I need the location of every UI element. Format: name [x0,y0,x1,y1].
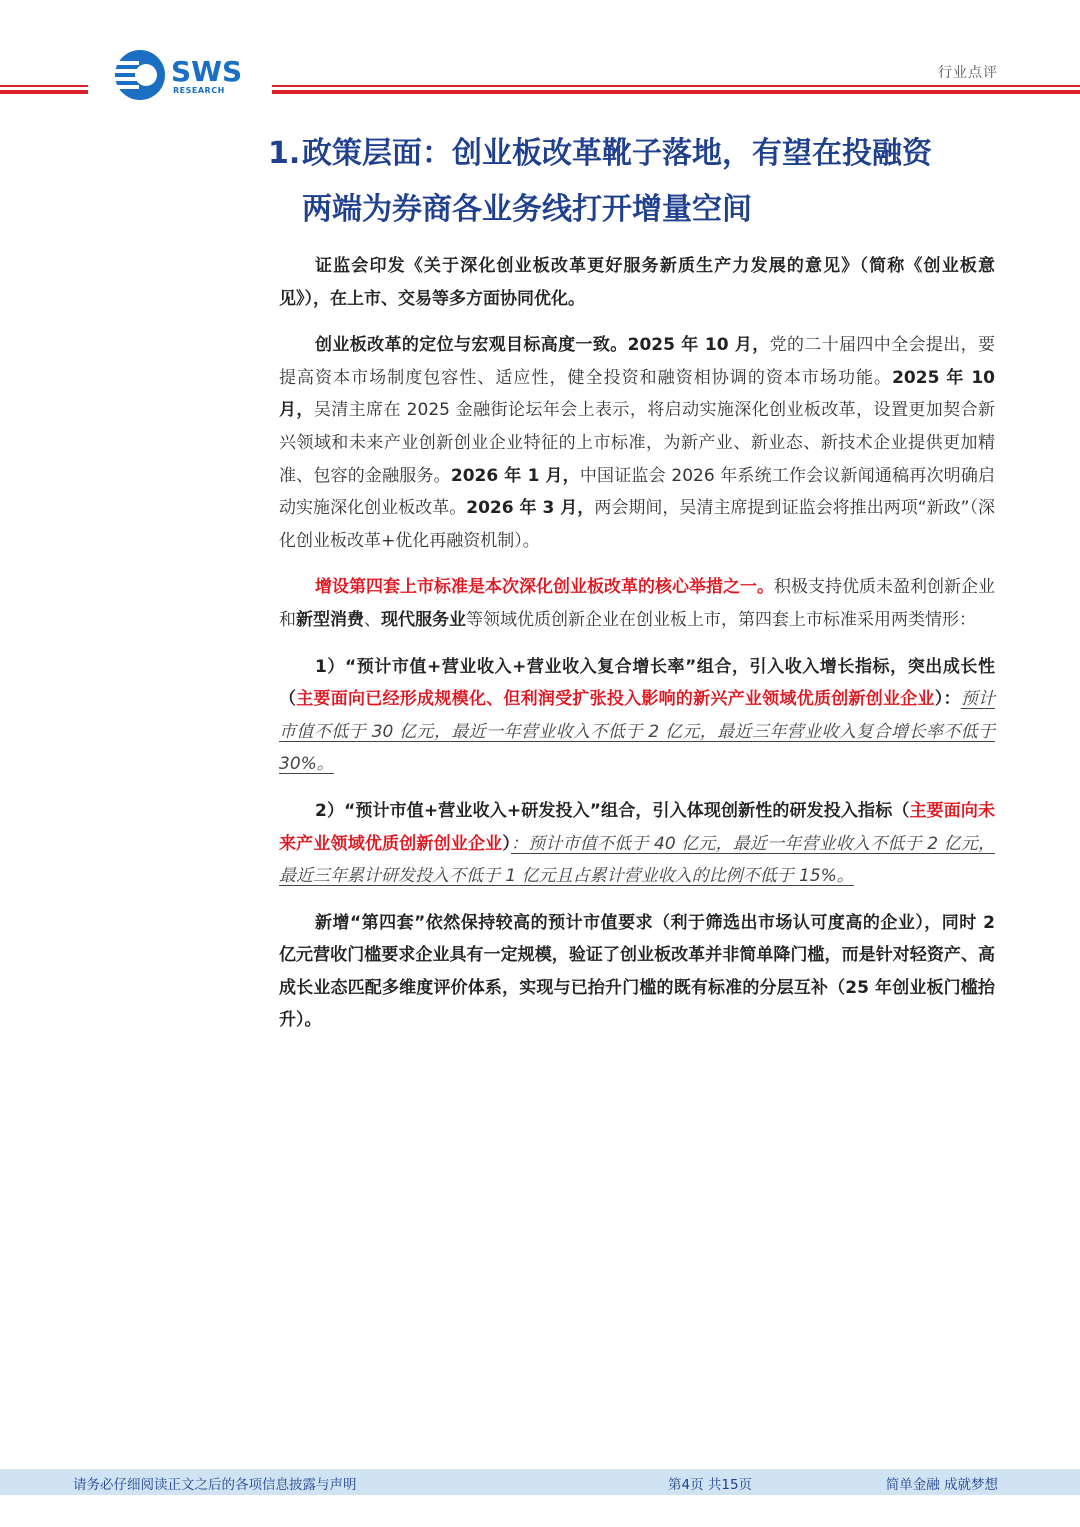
text-run: 中国证监会 2026 年系统工作会议新闻通稿再次明确启动实施深化创业板改革。 [279,465,996,519]
text-run: 新型消费 [296,609,364,630]
paragraph-case-1 [279,651,995,781]
text-run: 现代服务业 [381,609,466,630]
text-run: 主要面向已经形成规模化、但利润受扩张投入影响的新兴产业领域优质创新创业企业 [296,689,935,710]
text-run: 新增“第四套”依然保持较高的预计市值要求（利于筛选出市场认可度高的企业），同时 2 亿元营收门槛要求企业具有一定规模，验证了创业板改革并非简单降门槛，而是针对轻资产、高成长业态匹配多维度评价体系，实现与已抬升门槛的既有标准的分层互补（25 年创业板门槛抬升）。 [279,912,995,1031]
text-run: 两会期间，吴清主席提到证监会将推出两项“新政”（深化创业板改革+优化再融资机制）。 [279,498,995,551]
section-title-line1: 政策层面：创业板改革靴子落地，有望在投融资 [302,136,932,171]
paragraph-intro [279,250,995,315]
body-content [279,250,995,1051]
logo-text: SWS [171,55,243,88]
text-run: 积极支持优质未盈利创新企业和 [279,577,995,630]
sws-logo [113,47,253,103]
text-run: 吴清主席在 2025 金融街论坛年会上表示，将启动实施深化创业板改革，设置更加契合新兴领域和未来产业创新创业企业特征的上市标准，为新产业、新业态、新技术企业提供更加精准、包容的金融服务。 [279,400,996,486]
footer-page-info: 第4页 共15页 [668,1477,753,1493]
section-number: 1. [268,136,301,171]
text-run: 等领域优质创新企业在创业板上市，第四套上市标准采用两类情形： [466,609,976,630]
logo-subtext: RESEARCH [173,86,225,95]
text-run: ） [502,833,511,854]
text-run: 2025 年 10 月， [279,367,995,421]
text-run: 2026 年 3 月， [466,498,595,519]
text-run: 主要面向未来产业领域优质创新创业企业 [279,800,996,854]
paragraph-fourth-standard [279,571,995,636]
text-run: 党的二十届四中全会提出，要提高资本市场制度包容性、适应性，健全投资和融资相协调的资本市场功能。 [279,335,995,388]
text-run: 2）“预计市值+营业收入+研发投入”组合，引入体现创新性的研发投入指标（ [315,800,910,821]
footer-slogan: 简单金融 成就梦想 [885,1477,998,1493]
section-heading [268,126,1008,238]
text-run: 证监会印发《关于深化创业板改革更好服务新质生产力发展的意见》（简称《创业板意见》），在上市、交易等多方面协同优化。 [279,256,995,309]
footer-disclaimer: 请务必仔细阅读正文之后的各项信息披露与声明 [73,1477,357,1493]
footer-bar [0,1469,1080,1495]
text-run: 创业板改革的定位与宏观目标高度一致。2025 年 10 月， [315,335,770,356]
paragraph-conclusion [279,907,995,1037]
text-run: 增设第四套上市标准是本次深化创业板改革的核心举措之一。 [315,577,774,598]
text-run: ）： [934,689,961,710]
paragraph-case-2 [279,795,995,893]
text-run: 预计市值不低于 30 亿元，最近一年营业收入不低于 2 亿元，最近三年营业收入复合增长率不低于 30%。 [279,689,996,775]
header-rule-left [0,85,88,94]
text-run: 、 [364,609,381,630]
section-title-line2: 两端为券商各业务线打开增量空间 [302,192,752,227]
text-run: 2026 年 1 月， [450,465,580,486]
text-run: ：预计市值不低于 40 亿元，最近一年营业收入不低于 2 亿元，最近三年累计研发投入不低于 1 亿元且占累计营业收入的比例不低于 15%。 [279,833,996,887]
text-run: 1）“预计市值+营业收入+营业收入复合增长率”组合，引入收入增长指标，突出成长性（ [279,656,995,710]
report-type-label: 行业点评 [938,65,998,81]
paragraph-positioning [279,329,995,557]
header-rule-right [272,85,1080,94]
